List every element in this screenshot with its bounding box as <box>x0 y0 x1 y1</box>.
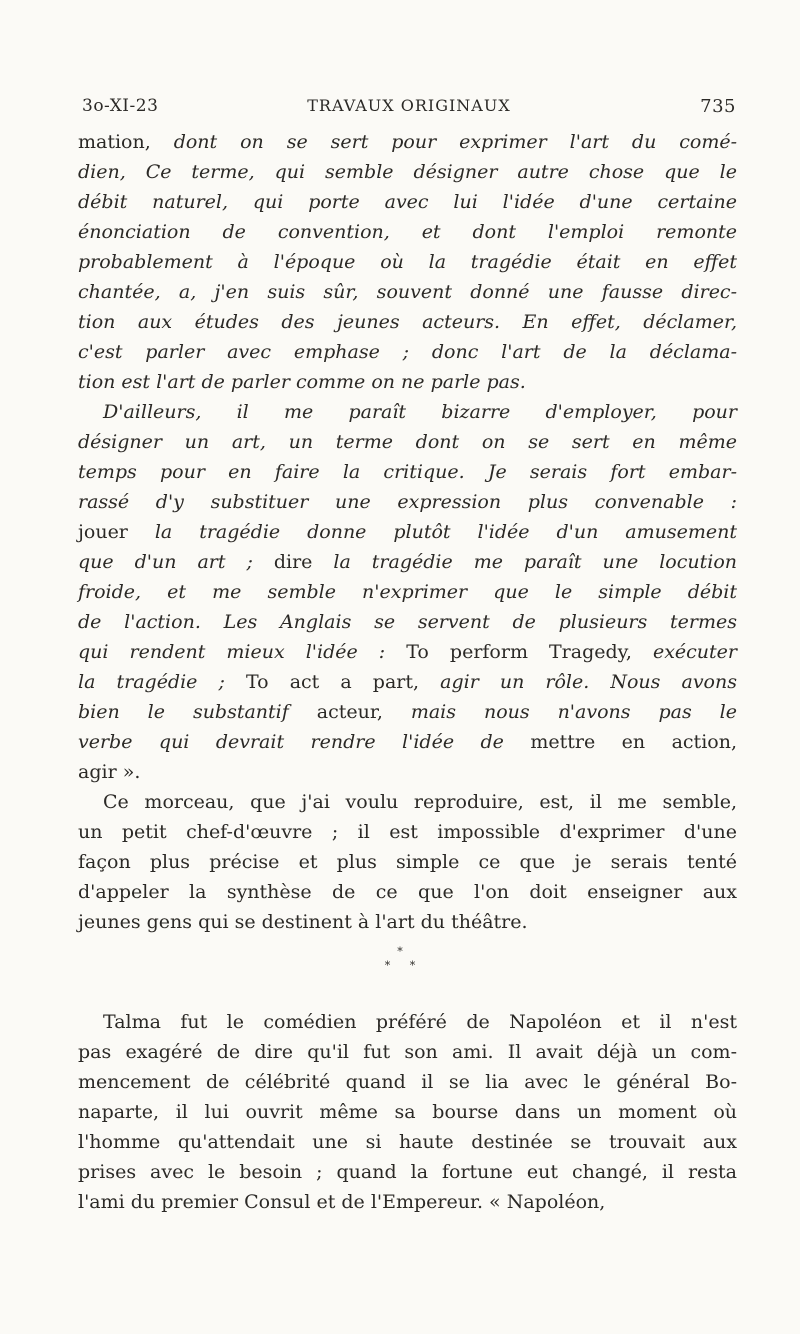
italic-run: temps pour en faire la critique. Je serais fort embar- <box>78 461 737 483</box>
italic-run: chantée, a, j'en suis sûr, souvent donné une fausse direc- <box>78 281 737 303</box>
text-line <box>78 757 737 787</box>
italic-run: exécuter <box>652 641 737 663</box>
roman-run: mettre en action, <box>530 731 737 753</box>
italic-run: la tragédie me paraît une locution <box>333 551 737 573</box>
italic-run: tion aux études des jeunes acteurs. En effet, déclamer, <box>78 311 737 333</box>
italic-run: D'ailleurs, il me paraît bizarre d'employer, pour <box>103 401 737 423</box>
text-line <box>78 217 737 247</box>
text-line <box>78 577 737 607</box>
roman-run: un petit chef-d'œuvre ; il est impossible d'exprimer d'une <box>78 821 737 843</box>
text-line <box>78 1037 737 1067</box>
text-line <box>78 277 737 307</box>
text-line <box>78 547 737 577</box>
italic-run: mais nous n'avons pas le <box>410 701 737 723</box>
italic-run: débit naturel, qui porte avec lui l'idée d'une certaine <box>78 191 737 213</box>
text-line <box>78 427 737 457</box>
text-line <box>78 367 737 397</box>
italic-run: dien, Ce terme, qui semble désigner autre chose que le <box>78 161 737 183</box>
italic-run: la tragédie donne plutôt l'idée d'un amusement <box>154 521 738 543</box>
roman-run: To act a part, <box>245 671 441 693</box>
text-line <box>78 667 737 697</box>
text-line <box>78 127 737 157</box>
text-line <box>78 727 737 757</box>
text-body-upper <box>78 127 737 937</box>
italic-run: probablement à l'époque où la tragédie était en effet <box>78 251 737 273</box>
text-line <box>78 637 737 667</box>
roman-run: pas exagéré de dire qu'il fut son ami. Il avait déjà un com- <box>78 1041 737 1063</box>
roman-run: d'appeler la synthèse de ce que l'on doit enseigner aux <box>78 881 737 903</box>
header-title: TRAVAUX ORIGINAUX <box>307 96 511 115</box>
text-line <box>78 1097 737 1127</box>
roman-run: naparte, il lui ouvrit même sa bourse dans un moment où <box>78 1101 737 1123</box>
text-line <box>78 247 737 277</box>
text-line <box>78 907 737 937</box>
italic-run: énonciation de convention, et dont l'emploi remonte <box>78 221 737 243</box>
text-line <box>78 517 737 547</box>
roman-run: Talma fut le comédien préféré de Napoléon et il n'est <box>103 1011 737 1033</box>
text-line <box>78 1127 737 1157</box>
text-line <box>78 187 737 217</box>
roman-run: To perform Tragedy, <box>406 641 653 663</box>
text-line <box>78 337 737 367</box>
italic-run: que d'un art ; <box>78 551 274 573</box>
roman-run: Ce morceau, que j'ai voulu reproduire, est, il me semble, <box>103 791 737 813</box>
roman-run: façon plus précise et plus simple ce que je serais tenté <box>78 851 737 873</box>
text-line <box>78 847 737 877</box>
text-line <box>78 877 737 907</box>
italic-run: de l'action. Les Anglais se servent de plusieurs termes <box>78 611 737 633</box>
italic-run: froide, et me semble n'exprimer que le simple débit <box>78 581 737 603</box>
roman-run: jeunes gens qui se destinent à l'art du théâtre. <box>78 911 528 933</box>
asterism-bottom: * * <box>384 959 424 972</box>
roman-run: agir ». <box>78 761 141 783</box>
roman-run: prises avec le besoin ; quand la fortune eut changé, il resta <box>78 1161 737 1183</box>
roman-run: jouer <box>78 521 155 543</box>
text-line <box>78 397 737 427</box>
text-line <box>78 697 737 727</box>
italic-run: verbe qui devrait rendre l'idée de <box>78 731 531 753</box>
text-line <box>78 457 737 487</box>
header-date: 3o-XI-23 <box>82 96 159 116</box>
italic-run: c'est parler avec emphase ; donc l'art de la déclama- <box>78 341 737 363</box>
text-line <box>78 1187 737 1217</box>
text-line <box>78 1067 737 1097</box>
quote-paragraph-2 <box>78 397 737 787</box>
italic-run: tion est l'art de parler comme on ne parle pas. <box>78 371 526 393</box>
page-number: 735 <box>700 96 736 117</box>
text-body-lower <box>78 1007 737 1217</box>
roman-run: acteur, <box>316 701 411 723</box>
quote-paragraph-1 <box>78 127 737 397</box>
text-line <box>78 1007 737 1037</box>
roman-run: dire <box>273 551 334 573</box>
italic-run: désigner un art, un terme dont on se sert en même <box>78 431 737 453</box>
roman-run: mencement de célébrité quand il se lia avec le général Bo- <box>78 1071 737 1093</box>
italic-run: agir un rôle. Nous avons <box>440 671 737 693</box>
text-line <box>78 1157 737 1187</box>
section-separator-asterism <box>0 945 800 973</box>
text-line <box>78 157 737 187</box>
italic-run: bien le substantif <box>78 701 317 723</box>
text-line <box>78 607 737 637</box>
running-header <box>82 96 736 122</box>
italic-run: la tragédie ; <box>78 671 246 693</box>
text-line <box>78 817 737 847</box>
roman-run: mation, <box>78 131 174 153</box>
italic-run: rassé d'y substituer une expression plus convenable : <box>78 491 737 513</box>
roman-run: l'ami du premier Consul et de l'Empereur. « Napoléon, <box>78 1191 606 1213</box>
italic-run: qui rendent mieux l'idée : <box>78 641 407 663</box>
text-line <box>78 787 737 817</box>
asterism-top: * <box>397 945 403 958</box>
roman-run: l'homme qu'attendait une si haute destinée se trouvait aux <box>78 1131 737 1153</box>
talma-paragraph <box>78 1007 737 1217</box>
italic-run: dont on se sert pour exprimer l'art du comé- <box>173 131 737 153</box>
text-line <box>78 487 737 517</box>
text-line <box>78 307 737 337</box>
commentary-paragraph <box>78 787 737 937</box>
